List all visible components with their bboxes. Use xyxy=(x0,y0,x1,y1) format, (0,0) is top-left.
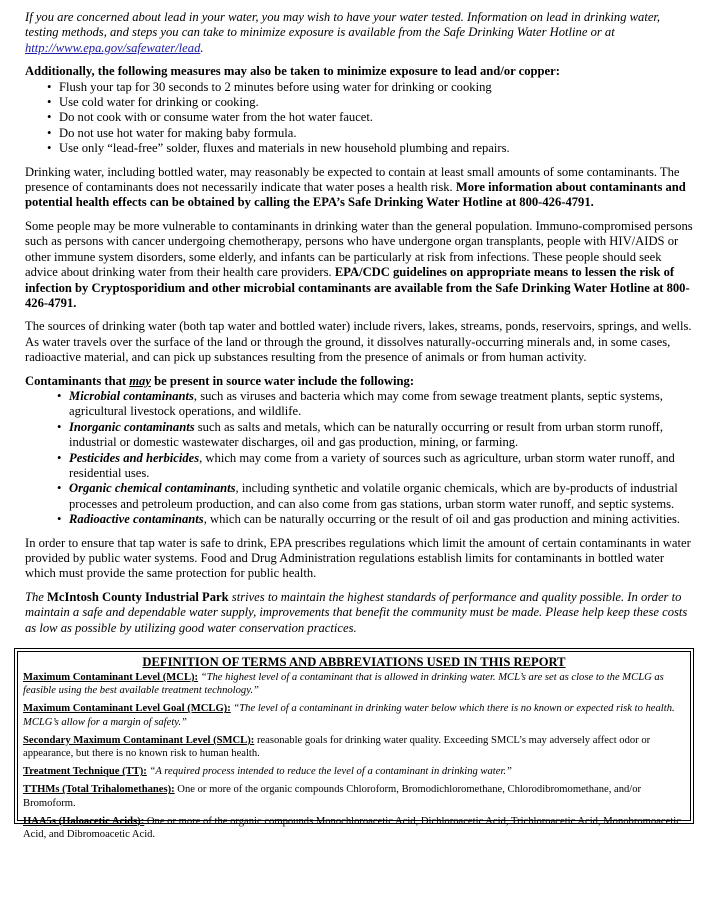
vulnerable-people-paragraph xyxy=(25,219,693,311)
definitions-title: DEFINITION OF TERMS AND ABBREVIATIONS USED IN THIS REPORT xyxy=(142,655,566,669)
list-item xyxy=(25,451,693,482)
contaminant-name: Inorganic contaminants xyxy=(69,419,195,434)
list-item xyxy=(25,126,693,141)
contaminants-list xyxy=(25,389,693,528)
contaminant-name: Organic chemical contaminants xyxy=(69,481,236,496)
para-text: Some people may be more vulnerable to contaminants in drinking water than the general population. Immuno-compromised persons such as persons with cancer undergoing chemotherapy, persons who have undergone organ transplants, people with HIV/AIDS or other immune system disorders, some elderly, and infants can be particularly at risk from infections. These people should seek advice about drinking water from their health care providers. xyxy=(25,218,693,280)
lead-info-end: . xyxy=(200,40,204,55)
definition-text: reasonable goals for drinking water quality. Exceeding SMCL’s may adversely affect odor or appearance, but there is no known risk to human health. xyxy=(23,734,651,760)
contaminant-desc: , which may come from a variety of sources such as agriculture, urban storm water runoff, and residential uses. xyxy=(69,450,675,480)
closing-pre: The xyxy=(25,589,48,604)
definition-term: TTHMs (Total Trihalomethanes): xyxy=(23,784,175,796)
heading-text: Contaminants that xyxy=(25,373,130,388)
measure-text: Use only “lead-free” solder, fluxes and materials in new household plumbing and repairs. xyxy=(59,141,510,156)
list-item xyxy=(25,481,693,512)
definition-text: One or more of the organic compounds Monochloroacetic Acid, Dichloroacetic Acid, Trichloroacetic Acid, Monobromoacetic Acid, and Dibromoacetic Acid. xyxy=(23,815,681,841)
definition-tt xyxy=(23,765,685,778)
hotline-note: More information about contaminants and potential health effects can be obtained by calling the EPA’s Safe Drinking Water Hotline at 800-426-4791. xyxy=(25,180,686,210)
measures-list xyxy=(25,80,693,157)
definition-term: Secondary Maximum Contaminant Level (SMCL): xyxy=(23,734,255,746)
definition-term: Maximum Contaminant Level (MCL): xyxy=(23,672,199,683)
definition-term: HAA5s (Haloacetic Acids): xyxy=(23,815,145,827)
contaminant-name: Microbial contaminants xyxy=(69,388,194,403)
cdc-guidelines-note: EPA/CDC guidelines on appropriate means to lessen the risk of infection by Cryptosporidium and other microbial contaminants are available from the Safe Drinking Water Hotline at 800-426-4791. xyxy=(25,265,690,310)
definition-term: Maximum Contaminant Level Goal (MCLG): xyxy=(23,703,231,715)
measures-heading: Additionally, the following measures may also be taken to minimize exposure to lead and/or copper: xyxy=(25,64,560,79)
definition-text: “A required process intended to reduce the level of a contaminant in drinking water.” xyxy=(146,766,512,778)
lead-info-paragraph xyxy=(25,10,693,56)
contaminant-desc: , such as viruses and bacteria which may come from sewage treatment plants, septic systems, agricultural livestock operations, and wildlife. xyxy=(69,388,663,419)
contaminant-name: Pesticides and herbicides xyxy=(69,450,200,465)
regulations-paragraph: In order to ensure that tap water is safe to drink, EPA prescribes regulations which limit the amount of certain contaminants in water provided by public water systems. Food and Drug Administration regulations establish limits for contaminants in bottled water which must provide the same protection for public health. xyxy=(25,535,691,581)
definition-text: One or more of the organic compounds Chloroform, Bromodichloromethane, Chlorodibromomethane, and/or Bromoform. xyxy=(23,784,642,809)
list-item xyxy=(25,420,693,451)
heading-text: be present in source water include the following: xyxy=(150,373,415,388)
bullet-icon: • xyxy=(57,481,62,496)
contaminants-expected-paragraph xyxy=(25,165,693,211)
company-name: McIntosh County Industrial Park xyxy=(47,589,229,604)
definition-tthm xyxy=(23,783,685,809)
definition-text: “The highest level of a contaminant that is allowed in drinking water. MCL’s are set as close to the MCLG as feasible using the best available treatment technology.” xyxy=(23,672,664,697)
definition-term: Treatment Technique (TT): xyxy=(23,766,147,778)
bullet-icon: • xyxy=(57,512,62,527)
definition-mcl xyxy=(23,671,685,697)
list-item xyxy=(25,95,693,110)
bullet-icon: • xyxy=(47,79,52,94)
bullet-icon: • xyxy=(47,125,52,140)
bullet-icon: • xyxy=(57,450,62,465)
measure-text: Flush your tap for 30 seconds to 2 minutes before using water for drinking or cooking xyxy=(59,79,492,94)
lead-info-text: If you are concerned about lead in your water, you may wish to have your water tested. Information on lead in drinking water, testing methods, and steps you can take to minimize exposure is available from the Safe Drinking Water Hotline or at xyxy=(25,10,661,40)
bullet-icon: • xyxy=(47,141,52,156)
closing-paragraph xyxy=(25,590,693,636)
report-page xyxy=(25,10,693,641)
bullet-icon: • xyxy=(57,388,62,403)
contaminant-name: Radioactive contaminants xyxy=(69,512,204,527)
measure-text: Do not use hot water for making baby formula. xyxy=(59,125,297,140)
water-sources-paragraph: The sources of drinking water (both tap water and bottled water) include rivers, lakes, streams, ponds, reservoirs, springs, and wells. As water travels over the surface of the land or through the ground, it dissolves naturally-occurring minerals and, in some cases, radioactive material, and can pick up substances resulting from the presence of animals or from human activity. xyxy=(25,319,692,365)
contaminant-desc: , which can be naturally occurring or the result of oil and gas production and mining activities. xyxy=(203,512,681,527)
definition-mclg xyxy=(23,702,685,728)
bullet-icon: • xyxy=(47,95,52,110)
list-item xyxy=(25,389,693,420)
list-item xyxy=(25,141,693,156)
bullet-icon: • xyxy=(57,419,62,434)
list-item xyxy=(25,512,693,527)
bullet-icon: • xyxy=(47,110,52,125)
contaminants-heading xyxy=(25,374,693,389)
definition-haa5 xyxy=(23,815,685,841)
list-item xyxy=(25,80,693,95)
epa-lead-link[interactable]: http://www.epa.gov/safewater/lead xyxy=(25,40,201,55)
contaminant-desc: such as salts and metals, which can be naturally occurring or result from urban storm runoff, industrial or domestic wastewater discharges, oil and gas production, mining, or farming. xyxy=(69,419,664,450)
contaminant-desc: , including synthetic and volatile organic chemicals, which are by-products of industrial processes and petroleum production, and can also come from gas stations, urban storm water runoff, and septic systems. xyxy=(69,481,678,511)
may-emphasis: may xyxy=(129,373,151,388)
definitions-box xyxy=(17,651,691,841)
definition-text: “The level of a contaminant in drinking water below which there is no known or expected risk to health. MCLG’s allow for a margin of safety.” xyxy=(23,703,675,728)
measure-text: Do not cook with or consume water from the hot water faucet. xyxy=(59,110,374,125)
para-text: Drinking water, including bottled water, may reasonably be expected to contain at least small amounts of some contaminants. The presence of contaminants does not necessarily indicate that water poses a health risk. xyxy=(25,164,680,195)
definition-smcl xyxy=(23,734,685,760)
list-item xyxy=(25,110,693,125)
closing-text: strives to maintain the highest standards of performance and quality possible. In order to maintain a safe and dependable water supply, improvements that benefit the community must be made. Please help keep these costs as low as possible by utilizing good water conservation practices. xyxy=(25,589,688,635)
measure-text: Use cold water for drinking or cooking. xyxy=(59,95,259,110)
